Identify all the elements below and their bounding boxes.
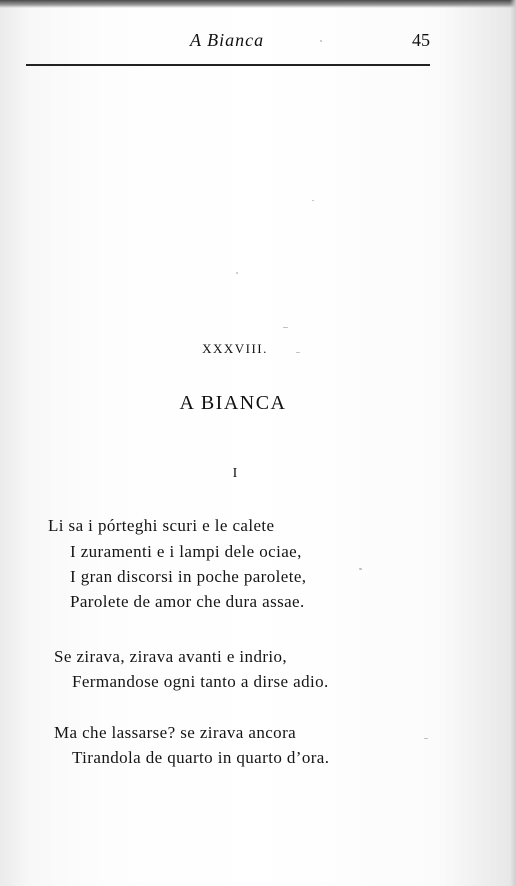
poem-title: A BIANCA [179,392,287,414]
poem-line: I zuramenti e i lampi dele ociae, [70,542,302,561]
paper-speck [359,568,362,570]
poem-line: Li sa i pórteghi scuri e le calete [48,516,275,535]
page-number: 45 [412,30,430,50]
poem-line: Ma che lassarse? se zirava ancora [54,723,297,742]
poem-line: Fermandose ogni tanto a dirse adio. [72,672,329,691]
paper-speck [236,272,238,274]
poem-line: Parolete de amor che dura assae. [70,592,305,611]
paper-speck [424,738,428,739]
paper-speck [283,327,288,328]
running-title: A Bianca [190,30,265,50]
poem-line: Tirandola de quarto in quarto d’ora. [72,748,330,767]
poem-line: I gran discorsi in poche parolete, [70,567,307,586]
poem-line: Se zirava, zirava avanti e indrio, [54,647,288,666]
paper-speck [296,352,300,353]
paper-speck [320,40,322,42]
part-number: I [232,466,238,481]
section-number: XXXVIII. [202,341,268,356]
paper-speck [312,200,314,201]
